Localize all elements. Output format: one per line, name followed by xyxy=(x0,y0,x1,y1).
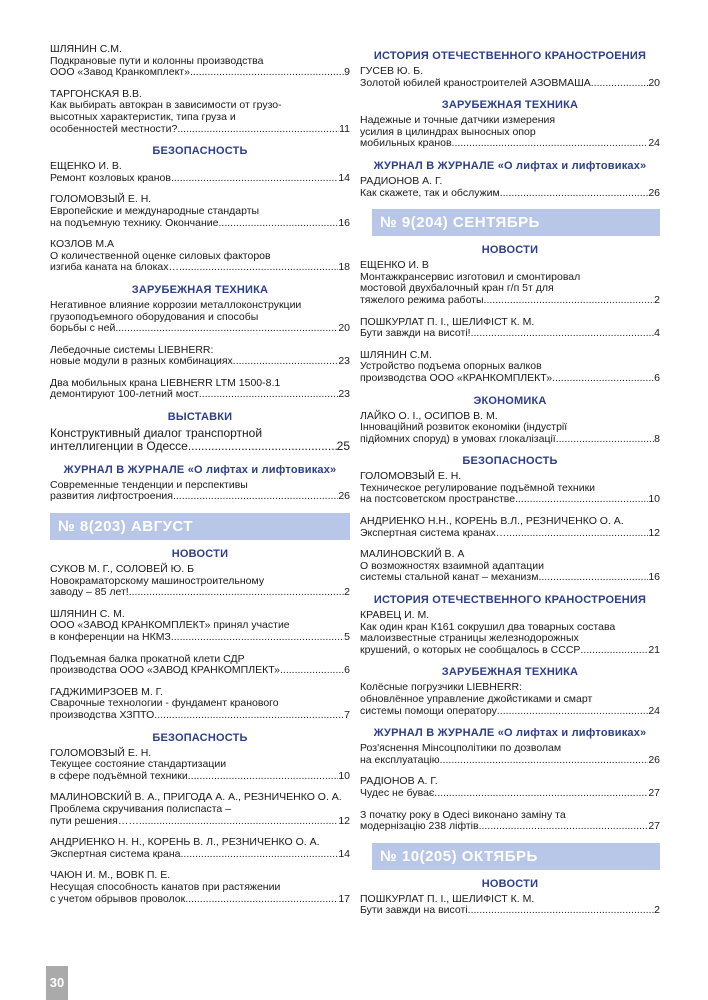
entry-title-line: Подъемная балка прокатной клети СДР xyxy=(50,652,245,665)
entry-page-number: 6 xyxy=(344,664,350,677)
section-heading-journal: ЖУРНАЛ В ЖУРНАЛЕ «О лифтах и лифтовиках» xyxy=(63,463,337,476)
entry-title-line: усилия в цилиндрах выносных опор xyxy=(360,125,536,138)
entry-page-number: 10 xyxy=(338,769,350,782)
entry-author: СУКОВ М. Г., СОЛОВЕЙ Ю. Б xyxy=(50,563,194,576)
section-heading-safety: БЕЗОПАСНОСТЬ xyxy=(152,145,248,158)
entry-leader-line xyxy=(50,67,350,79)
entry-leader-line xyxy=(50,587,350,599)
entry-leader-line xyxy=(360,434,660,446)
dot-leader xyxy=(471,328,655,340)
toc-entry[interactable] xyxy=(50,654,350,677)
entry-leader-line xyxy=(50,849,350,861)
entry-title-last-line: системы помощи оператору xyxy=(360,704,497,717)
entry-title-last-line: підйомних споруд) в умовах глокалізації xyxy=(360,432,556,445)
entry-title-line: обновлённое управление джойстиками и смарт xyxy=(360,693,593,705)
entry-leader-line xyxy=(50,218,350,230)
entry-page-number: 18 xyxy=(338,261,350,274)
entry-title-line: высотных характеристик, типа груза и xyxy=(50,110,236,123)
entry-title-last-line: новые модули в разных комбинациях xyxy=(50,355,233,368)
entry-leader-line xyxy=(360,494,660,506)
entry-title-last-line: пути решения…… xyxy=(50,814,139,827)
dot-leader xyxy=(179,262,338,274)
dot-leader xyxy=(177,124,339,136)
toc-entry[interactable] xyxy=(360,411,660,446)
entry-title-line: Устройство подъема опорных валков xyxy=(360,360,542,373)
entry-title-line: мостовой двухбалочный кран г/п 5т для xyxy=(360,282,554,295)
entry-author: ГОЛОМОВЗЫЙ Е. Н. xyxy=(360,470,462,483)
dot-leader xyxy=(497,706,648,718)
entry-title-line: Негативное влияние коррозии металлоконструкции xyxy=(50,298,302,311)
entry-page-number: 12 xyxy=(648,526,660,539)
dot-leader xyxy=(115,323,338,335)
entry-page-number: 23 xyxy=(338,355,350,368)
entry-leader-line xyxy=(50,894,350,906)
entry-page-number: 8 xyxy=(654,432,660,445)
entry-page-number: 10 xyxy=(648,493,660,506)
dot-leader xyxy=(129,587,344,599)
entry-title-last-line: Бути завжди на висоті! xyxy=(360,327,471,340)
entry-leader-line xyxy=(50,389,350,401)
entry-title-last-line: на подъемную технику. Окончание xyxy=(50,216,219,229)
entry-leader-line xyxy=(50,323,350,335)
entry-leader-line xyxy=(50,710,350,722)
entry-page-number: 14 xyxy=(338,847,350,860)
entry-page-number: 24 xyxy=(648,704,660,717)
entry-title-last-line: Экспертная система крана xyxy=(50,847,181,860)
entry-title-line: Современные тенденции и перспективы xyxy=(50,478,248,491)
section-heading-foreign: ЗАРУБЕЖНАЯ ТЕХНИКА xyxy=(441,99,579,112)
entry-title-line: Подкрановые пути и колонны производства xyxy=(50,54,264,67)
dot-leader xyxy=(233,356,339,368)
dot-leader xyxy=(552,373,654,385)
entry-leader-line xyxy=(360,706,660,718)
toc-entry[interactable] xyxy=(50,564,350,599)
entry-author: АНДРИЕНКО Н. Н., КОРЕНЬ В. Л., РЕЗНИЧЕНКО О. А. xyxy=(50,836,320,849)
entry-title-last-line: производства ООО «КРАНКОМПЛЕКТ» xyxy=(360,371,553,384)
entry-leader-line xyxy=(50,816,350,828)
entry-author: КРАВЕЦ И. М. xyxy=(360,609,430,622)
entry-title-last-line: Бути завжди на висоті xyxy=(360,904,468,917)
entry-page-number: 2 xyxy=(654,293,660,306)
entry-author: РАДИОНОВ А. Г. xyxy=(360,174,443,187)
entry-author: АНДРИЕНКО Н.Н., КОРЕНЬ В.Л., РЕЗНИЧЕНКО О. А. xyxy=(360,515,624,528)
toc-entry[interactable] xyxy=(50,427,350,454)
section-heading-history: ИСТОРИЯ ОТЕЧЕСТВЕННОГО КРАНОСТРОЕНИЯ xyxy=(373,594,647,607)
entry-leader-line xyxy=(50,173,350,185)
issue-header-august: № 8(203) АВГУСТ xyxy=(50,513,350,540)
entry-page-number: 16 xyxy=(648,571,660,584)
entry-title-last-line: тяжелого режима работы xyxy=(360,293,484,306)
dot-leader xyxy=(468,905,654,917)
entry-title-line: Несущая способность канатов при растяжении xyxy=(50,880,281,893)
section-heading-journal: ЖУРНАЛ В ЖУРНАЛЕ «О лифтах и лифтовиках» xyxy=(373,159,647,172)
entry-title-last-line: на експлуатацію xyxy=(360,753,440,766)
entry-title-last-line: особенностей местности? xyxy=(50,122,178,135)
entry-page-number: 16 xyxy=(338,216,350,229)
section-heading-news: НОВОСТИ xyxy=(481,877,539,890)
left-column xyxy=(50,44,350,915)
entry-title-last-line: демонтируют 100-летний мост xyxy=(50,388,199,401)
entry-page-number: 26 xyxy=(648,186,660,199)
dot-leader xyxy=(188,440,337,453)
dot-leader xyxy=(190,67,344,79)
entry-title-line: Інноваційний розвиток економіки (індустрії xyxy=(360,421,568,434)
toc-entry[interactable] xyxy=(50,345,350,368)
entry-author: ГУСЕВ Ю. Б. xyxy=(360,65,424,77)
dot-leader xyxy=(180,849,338,861)
entry-title-line: О количественной оценке силовых факторов xyxy=(50,249,271,262)
entry-title-last-line: на постсоветском пространстве xyxy=(360,493,516,506)
section-heading-history: ИСТОРИЯ ОТЕЧЕСТВЕННОГО КРАНОСТРОЕНИЯ xyxy=(373,50,647,62)
dot-leader xyxy=(173,491,338,503)
toc-entry[interactable] xyxy=(360,260,660,306)
toc-entry[interactable] xyxy=(50,239,350,274)
entry-leader-line xyxy=(360,373,660,385)
entry-page-number: 17 xyxy=(338,892,350,905)
toc-entry[interactable] xyxy=(50,837,350,860)
entry-author: ЕЩЕНКО И. В xyxy=(360,259,429,272)
toc-entry[interactable] xyxy=(360,549,660,584)
entry-leader-line xyxy=(50,440,350,453)
entry-leader-line xyxy=(50,356,350,368)
entry-title-line: Сварочные технологии - фундамент кранового xyxy=(50,697,279,710)
entry-page-number: 6 xyxy=(654,371,660,384)
section-heading-news: НОВОСТИ xyxy=(171,548,229,561)
entry-title-last-line: в конференции на НКМЗ xyxy=(50,631,171,644)
dot-leader xyxy=(556,434,654,446)
dot-leader xyxy=(154,710,344,722)
entry-title-line: Надежные и точные датчики измерения xyxy=(360,114,556,127)
entry-title-last-line: заводу – 85 лет! xyxy=(50,586,129,599)
entry-page-number: 21 xyxy=(648,643,660,656)
dot-leader xyxy=(538,572,648,584)
entry-page-number: 20 xyxy=(648,76,660,89)
entry-title-last-line: крушений, о которых не сообщалось в СССР xyxy=(360,643,581,656)
entry-page-number: 27 xyxy=(648,820,660,833)
dot-leader xyxy=(199,389,338,401)
toc-entry[interactable] xyxy=(50,870,350,905)
entry-author: ГОЛОМОВЗЫЙ Е. Н. xyxy=(50,746,152,759)
right-column xyxy=(360,44,660,927)
entry-author: ЧАЮН И. М., ВОВК П. Е. xyxy=(50,869,171,882)
toc-entry[interactable] xyxy=(50,609,350,644)
dot-leader xyxy=(500,188,649,200)
toc-entry[interactable] xyxy=(50,300,350,335)
toc-entry[interactable] xyxy=(360,682,660,717)
dot-leader xyxy=(580,645,648,657)
section-heading-news: НОВОСТИ xyxy=(481,244,539,257)
entry-leader-line xyxy=(360,905,660,917)
entry-leader-line xyxy=(360,572,660,584)
entry-leader-line xyxy=(360,821,660,833)
dot-leader xyxy=(139,816,338,828)
toc-entry[interactable] xyxy=(360,743,660,766)
entry-author: МАЛИНОВСКИЙ В. А., ПРИГОДА А. А., РЕЗНИЧЕНКО О. А. xyxy=(50,791,342,804)
toc-entry[interactable] xyxy=(50,748,350,783)
entry-page-number: 24 xyxy=(648,137,660,150)
dot-leader xyxy=(171,632,344,644)
issue-header-september: № 9(204) СЕНТЯБРЬ xyxy=(372,209,660,236)
entry-page-number: 14 xyxy=(338,171,350,184)
dot-leader xyxy=(479,821,649,833)
entry-page-number: 12 xyxy=(338,814,350,827)
dot-leader xyxy=(452,138,649,150)
toc-entry[interactable] xyxy=(50,89,350,135)
entry-title-last-line: борьбы с ней xyxy=(50,322,116,335)
toc-entry[interactable] xyxy=(360,776,660,799)
entry-author: ТАРГОНСКАЯ В.В. xyxy=(50,87,142,100)
entry-author: ПОШКУРЛАТ П. І., ШЕЛИФІСТ К. М. xyxy=(360,315,535,328)
toc-entry[interactable] xyxy=(360,115,660,150)
entry-title-line: Роз'яснення Мінсоцполітики по дозволам xyxy=(360,742,562,755)
toc-entry[interactable] xyxy=(50,378,350,401)
issue-header-october: № 10(205) ОКТЯБРЬ xyxy=(372,843,660,870)
entry-title-last-line: производства ООО «ЗАВОД КРАНКОМПЛЕКТ» xyxy=(50,664,281,677)
entry-author: ГОЛОМОВЗЫЙ Е. Н. xyxy=(50,193,152,206)
dot-leader xyxy=(434,788,648,800)
entry-title-line: Лебедочные системы LIEBHERR: xyxy=(50,343,214,356)
entry-title-last-line: системы стальной канат – механизм xyxy=(360,571,539,584)
entry-title-last-line: Экспертная система кранах… xyxy=(360,526,507,539)
toc-entry[interactable] xyxy=(50,687,350,722)
entry-leader-line xyxy=(360,188,660,200)
entry-leader-line xyxy=(50,665,350,677)
entry-page-number: 23 xyxy=(338,388,350,401)
dot-leader xyxy=(171,173,338,185)
entry-title-line: О возможностях взаимной адаптации xyxy=(360,559,544,572)
entry-author: ПОШКУРЛАТ П. І., ШЕЛИФІСТ К. М. xyxy=(360,892,535,905)
toc-entry[interactable] xyxy=(360,350,660,385)
dot-leader xyxy=(440,755,649,767)
entry-title-line: ООО «ЗАВОД КРАНКОМПЛЕКТ» принял участие xyxy=(50,619,290,632)
toc-entry[interactable] xyxy=(360,317,660,340)
toc-entry[interactable] xyxy=(360,176,660,199)
entry-title-line: малоизвестные страницы железнодорожных xyxy=(360,632,579,645)
entry-title-last-line: производства ХЗПТО xyxy=(50,709,155,721)
entry-title-last-line: интеллигенции в Одессе xyxy=(50,439,188,454)
toc-entry[interactable] xyxy=(50,480,350,503)
entry-author: КОЗЛОВ М.А xyxy=(50,238,115,251)
entry-leader-line xyxy=(360,295,660,307)
entry-leader-line xyxy=(360,138,660,150)
entry-leader-line xyxy=(360,755,660,767)
entry-page-number: 26 xyxy=(648,753,660,766)
entry-author: ШЛЯНИН С.М. xyxy=(360,348,432,361)
entry-page-number: 11 xyxy=(339,122,350,135)
entry-page-number: 5 xyxy=(344,631,350,644)
entry-author: ЕЩЕНКО И. В. xyxy=(50,160,122,173)
entry-leader-line xyxy=(360,328,660,340)
entry-title-last-line: мобильных кранов xyxy=(360,137,452,150)
toc-entry[interactable] xyxy=(360,610,660,656)
entry-title-line: Монтажкрансервис изготовил и смонтировал xyxy=(360,270,581,283)
dot-leader xyxy=(515,494,648,506)
entry-title-line: Как один кран К161 сокрушил два товарных состава xyxy=(360,620,616,633)
dot-leader xyxy=(591,78,649,90)
entry-page-number: 2 xyxy=(344,586,350,599)
toc-entry[interactable] xyxy=(360,894,660,917)
entry-author: ЛАЙКО О. І., ОСИПОВ В. М. xyxy=(360,409,498,422)
entry-leader-line xyxy=(360,78,660,90)
dot-leader xyxy=(506,528,648,540)
entry-title-line: Два мобильных крана LIEBHERR LTM 1500-8.1 xyxy=(50,376,281,389)
entry-author: ШЛЯНИН С. М. xyxy=(50,607,125,620)
entry-leader-line xyxy=(50,771,350,783)
entry-page-number: 9 xyxy=(344,66,350,79)
entry-title-last-line: модернізацію 238 ліфтів xyxy=(360,820,479,833)
dot-leader xyxy=(219,218,339,230)
entry-title-last-line: Как скажете, так и обслужим xyxy=(360,186,500,199)
entry-page-number: 2 xyxy=(654,904,660,917)
section-heading-economics: ЭКОНОМИКА xyxy=(473,394,547,407)
entry-title-line: Текущее состояние стандартизации xyxy=(50,758,227,771)
entry-page-number: 25 xyxy=(336,439,350,454)
entry-page-number: 26 xyxy=(338,490,350,503)
section-heading-safety: БЕЗОПАСНОСТЬ xyxy=(462,455,558,468)
toc-entry[interactable] xyxy=(360,66,660,89)
section-heading-exhibitions: ВЫСТАВКИ xyxy=(167,411,233,424)
entry-title-line: Конструктивный диалог транспортной xyxy=(50,426,263,441)
entry-author: РАДІОНОВ А. Г. xyxy=(360,775,438,788)
entry-title-last-line: Ремонт козловых кранов xyxy=(50,171,171,184)
section-heading-foreign: ЗАРУБЕЖНАЯ ТЕХНИКА xyxy=(441,666,579,679)
entry-title-last-line: изгиба каната на блоках… xyxy=(50,261,180,274)
entry-title-line: Европейские и международные стандарты xyxy=(50,204,260,217)
toc-entry[interactable] xyxy=(50,792,350,827)
entry-title-last-line: развития лифтостроения xyxy=(50,490,173,503)
entry-title-line: Колёсные погрузчики LIEBHERR: xyxy=(360,681,522,694)
toc-entry[interactable] xyxy=(360,471,660,506)
entry-leader-line xyxy=(360,788,660,800)
entry-author: МАЛИНОВСКИЙ В. А xyxy=(360,548,465,561)
section-heading-foreign: ЗАРУБЕЖНАЯ ТЕХНИКА xyxy=(131,283,269,296)
entry-title-line: Как выбирать автокран в зависимости от грузо- xyxy=(50,99,282,112)
section-heading-safety: БЕЗОПАСНОСТЬ xyxy=(152,731,248,744)
toc-entry[interactable] xyxy=(50,194,350,229)
entry-author: ШЛЯНИН С.М. xyxy=(50,43,122,55)
entry-title-last-line: с учетом обрывов проволок xyxy=(50,892,186,905)
entry-leader-line xyxy=(360,528,660,540)
entry-title-last-line: Золотой юбилей краностроителей АЗОВМАША xyxy=(360,76,591,89)
toc-entry[interactable] xyxy=(360,810,660,833)
dot-leader xyxy=(484,295,655,307)
section-heading-journal: ЖУРНАЛ В ЖУРНАЛЕ «О лифтах и лифтовиках» xyxy=(373,727,647,740)
page-number: 30 xyxy=(46,966,68,1000)
entry-title-last-line: Чудес не буває xyxy=(360,786,435,799)
entry-leader-line xyxy=(50,124,350,136)
toc-entry[interactable] xyxy=(50,161,350,184)
dot-leader xyxy=(185,894,338,906)
entry-author: ГАДЖИМИРЗОЕВ М. Г. xyxy=(50,685,163,698)
toc-entry[interactable] xyxy=(50,44,350,79)
entry-leader-line xyxy=(50,491,350,503)
entry-title-line: грузоподъемного оборудования и способы xyxy=(50,310,259,323)
entry-page-number: 7 xyxy=(344,709,350,721)
entry-title-last-line: ООО «Завод Кранкомплект» xyxy=(50,66,190,79)
entry-leader-line xyxy=(50,632,350,644)
entry-page-number: 20 xyxy=(338,322,350,335)
dot-leader xyxy=(280,665,344,677)
entry-title-line: Проблема скручивания полиспаста – xyxy=(50,802,232,815)
entry-title-line: З початку року в Одесі виконано заміну та xyxy=(360,808,566,821)
dot-leader xyxy=(188,771,339,783)
toc-entry[interactable] xyxy=(360,516,660,539)
entry-title-line: Новокраматорскому машиностроительному xyxy=(50,574,265,587)
entry-page-number: 4 xyxy=(654,327,660,340)
entry-leader-line xyxy=(360,645,660,657)
entry-page-number: 27 xyxy=(648,786,660,799)
entry-title-last-line: в сфере подъёмной техники xyxy=(50,769,188,782)
entry-leader-line xyxy=(50,262,350,274)
entry-title-line: Техническое регулирование подъёмной техники xyxy=(360,481,596,494)
